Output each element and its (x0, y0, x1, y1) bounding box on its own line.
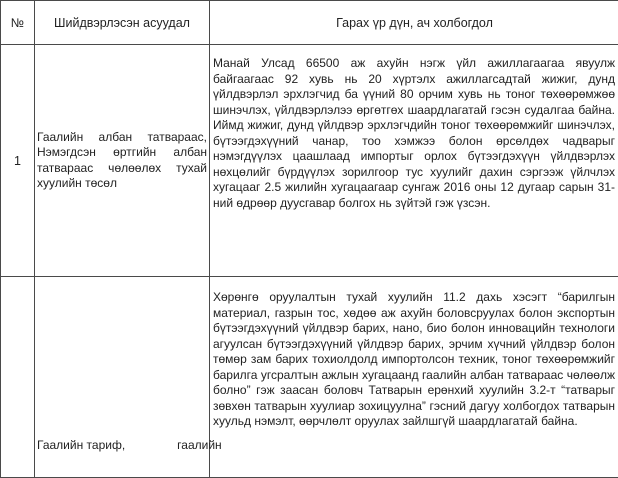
row-question-cell (35, 45, 210, 277)
row-question-part1: Гаалийн тариф, (37, 438, 125, 452)
row-number: 1 (1, 45, 35, 277)
row-question-part2: гаалийн (177, 438, 222, 452)
header-result: Гарах үр дүн, ач холбогдол (210, 1, 618, 45)
row-question-cell (35, 277, 210, 478)
header-question: Шийдвэрлэсэн асуудал (35, 1, 210, 45)
row-number (1, 277, 35, 478)
table-row (1, 45, 618, 277)
row-result-cell (210, 45, 618, 277)
row-question: Гаалийн албан татвараас, Нэмэгдсэн өртгийн албан татвараас чөлөөлөх тухай хуулийн төсөл (35, 130, 209, 192)
table-header-row (1, 1, 618, 45)
row-result: Хөрөнгө оруулалтын тухай хуулийн 11.2 дахь хэсэгт “барилгын материал, газрын тос, хөдөө аж ахуйн боловсруулах болон экспортын бүтээгдэхүүний үйлдвэр барих, нано, био болон инновацийн технологи агуулсан бүтээгдэхүүний үйлдвэр барих, эрчим хүчний үйлдвэр болон төмөр зам барих тохиолдолд импортолсон техник, тоног төхөөрөмжийг барилга угсралтын ажлын хугацаанд гаалийн албан татвараас чөлөөлж болно” гэж заасан боловч Татварын ерөнхий хуулийн 3.2-т “татварыг зөвхөн татварын хуулиар зохицуулна” гэсний дагуу холбогдох татварын хуульд нэмэлт, өөрчлөлт оруулах зайлшгүй шаардлагатай байна. (210, 277, 618, 430)
row-result: Манай Улсад 66500 аж ахуйн нэгж үйл ажиллагаагаа явуулж байгаагаас 92 хувь нь 20 хүртэлх ажиллагсадтай жижиг, дунд үйлдвэрлэл эрхлэгчид ба үүний 80 орчим хувь нь тоног төхөөрөмжөө шинэчлэх, үйлдвэрлэлээ өргөтгөх шаардлагатай гэсэн судалгаа байна. Иймд жижиг, дунд үйлдвэр эрхлэгчдийн тоног төхөөрөмжийг шинэчлэх, бүтээгдэхүүний чанар, тоо хэмжээ болон өрсөлдөх чадварыг нэмэгдүүлэх цаашлаад импортыг орлох бүтээгдэхүүн үйлдвэрлэх нөхцөлийг бүрдүүлэх зорилгоор тус хуулийг дахин сэргээж үйлчлэх хугацааг 2.5 жилийн хугацаагаар сунгаж 2016 оны 12 дугаар сарын 31-ний өдрөөр дуусгавар болгох нь зүйтэй гэж үзсэн. (210, 45, 618, 211)
row-question (35, 277, 209, 454)
row-result-cell (210, 277, 618, 478)
table-row (1, 277, 618, 478)
header-number: № (1, 1, 35, 45)
